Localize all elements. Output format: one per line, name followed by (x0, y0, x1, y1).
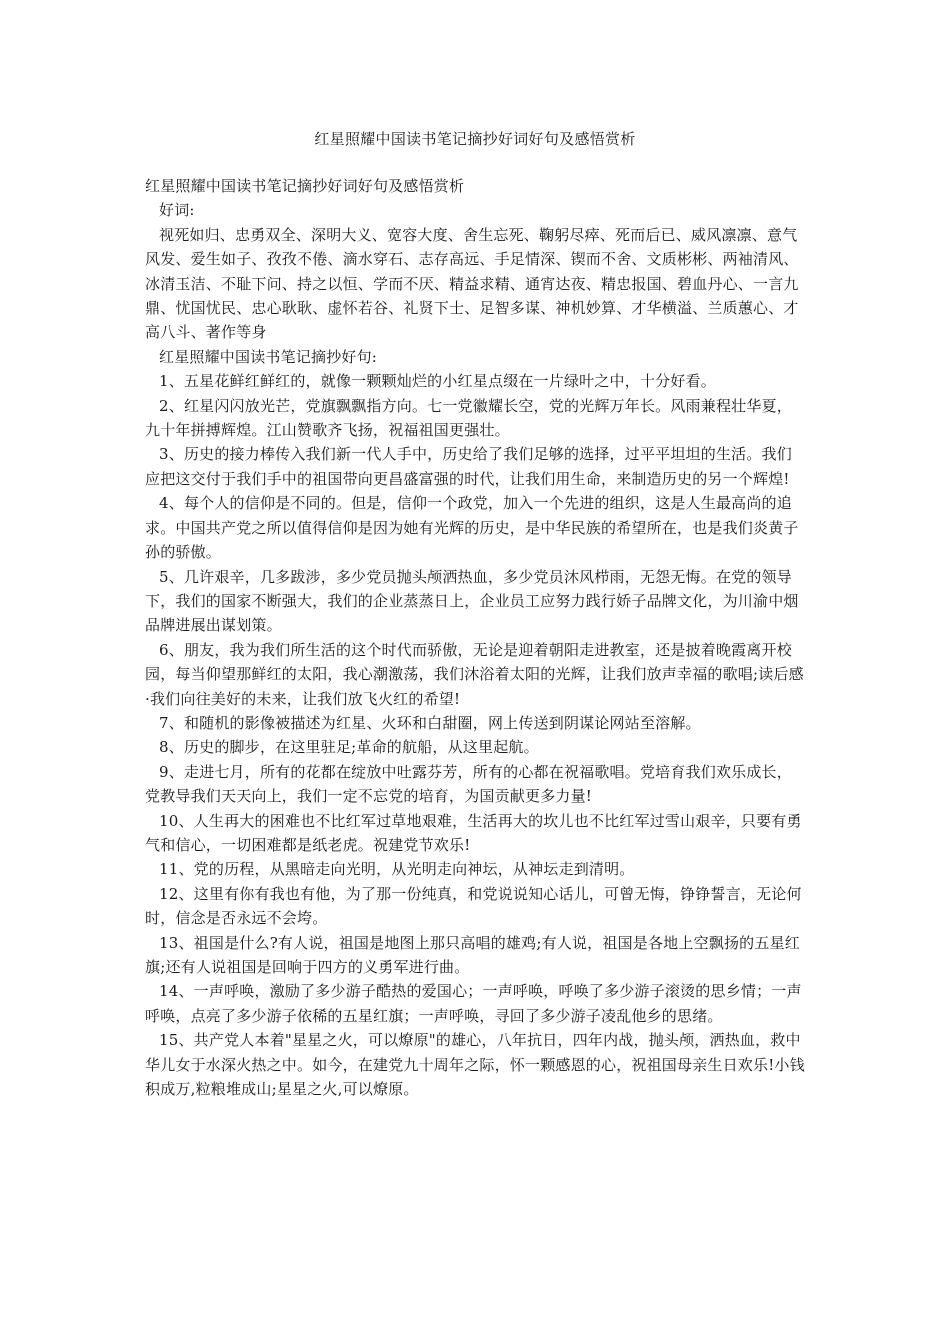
sentence-item: 10、人生再大的困难也不比红军过草地艰难，生活再大的坎儿也不比红军过雪山艰辛，只要有勇气和信心，一切困难都是纸老虎。祝建党节欢乐! (145, 811, 802, 854)
document-heading: 红星照耀中国读书笔记摘抄好词好句及感悟赏析 (145, 177, 465, 195)
document-title: 红星照耀中国读书笔记摘抄好词好句及感悟赏析 (314, 130, 636, 148)
sentence-item: 3、历史的接力棒传入我们新一代人手中，历史给了我们足够的选择，过平平坦坦的生活。我们应把这交付于我们手中的祖国带向更昌盛富强的时代，让我们用生命，来制造历史的另一个辉煌! (145, 445, 792, 488)
words-label: 好词: (159, 201, 195, 220)
sentence-item: 6、朋友，我为我们所生活的这个时代而骄傲，无论是迎着朝阳走进教室，还是披着晚霞离开校园，每当仰望那鲜红的太阳，我心潮激荡，我们沐浴着太阳的光辉，让我们放声幸福的歌唱;读后感·我们向往美好的未来，让我们放飞火红的希望! (145, 640, 804, 708)
sentence-item: 12、这里有你有我也有他，为了那一份纯真，和党说说知心话儿，可曾无悔，铮铮誓言，无论何时，信念是否永远不会垮。 (145, 884, 802, 928)
sentence-item: 5、几许艰辛，几多跋涉，多少党员抛头颅洒热血，多少党员沐风栉雨，无怨无悔。在党的领导下，我们的国家不断强大，我们的企业蒸蒸日上，企业员工应努力践行娇子品牌文化，为川渝中烟品牌进展出谋划策。 (145, 567, 799, 635)
sentence-item: 7、和随机的影像被描述为红星、火环和白甜圈，网上传送到阴谋论网站至溶解。 (159, 713, 701, 732)
document-body (145, 174, 807, 1101)
sentence-item: 8、历史的脚步，在这里驻足;革命的航船，从这里起航。 (159, 738, 539, 757)
sentence-item: 11、党的历程，从黑暗走向光明，从光明走向神坛，从神坛走到清明。 (159, 860, 635, 879)
sentence-item: 2、红星闪闪放光芒，党旗飘飘指方向。七一党徽耀长空，党的光辉万年长。风雨兼程壮华夏，九十年拼搏辉煌。江山赞歌齐飞扬，祝福祖国更强壮。 (145, 396, 792, 440)
sentence-item: 9、走进七月，所有的花都在绽放中吐露芬芳，所有的心都在祝福歌唱。党培育我们欢乐成长，党教导我们天天向上，我们一定不忘党的培育，为国贡献更多力量! (145, 762, 792, 806)
sentence-item: 15、共产党人本着"星星之火，可以燎原"的雄心，八年抗日，四年内战，抛头颅，洒热血，救中华儿女于水深火热之中。如今，在建党九十周年之际，怀一颗感恩的心，祝祖国母亲生日欢乐!小钱积成万,粒粮堆成山;星星之火,可以燎原。 (145, 1031, 805, 1099)
words-paragraph: 视死如归、忠勇双全、深明大义、宽容大度、舍生忘死、鞠躬尽瘁、死而后已、威风凛凛、意气风发、爱生如子、孜孜不倦、滴水穿石、志存高远、手足情深、锲而不舍、文质彬彬、两袖清风、冰清玉洁、不耻下问、持之以恒、学而不厌、精益求精、通宵达夜、精忠报国、碧血丹心、一言九鼎、忧国忧民、忠心耿耿、虚怀若谷、礼贤下士、足智多谋、神机妙算、才华横溢、兰质蕙心、才高八斗、著作等身 (145, 225, 799, 342)
sentences-label: 红星照耀中国读书笔记摘抄好句: (159, 347, 378, 366)
sentence-item: 4、每个人的信仰是不同的。但是，信仰一个政党，加入一个先进的组织，这是人生最高尚的追求。中国共产党之所以值得信仰是因为她有光辉的历史，是中华民族的希望所在，也是我们炎黄子孙的骄傲。 (145, 494, 799, 562)
sentence-item: 14、一声呼唤，激励了多少游子酷热的爱国心；一声呼唤，呼唤了多少游子滚烫的思乡情；一声呼唤，点亮了多少游子依稀的五星红旗；一声呼唤，寻回了多少游子凌乱他乡的思绪。 (145, 982, 802, 1025)
sentence-item: 13、祖国是什么?有人说，祖国是地图上那只高唱的雄鸡;有人说，祖国是各地上空飘扬的五星红旗;还有人说祖国是回响于四方的义勇军进行曲。 (145, 933, 800, 976)
sentence-item: 1、五星花鲜红鲜红的，就像一颗颗灿烂的小红星点缀在一片绿叶之中，十分好看。 (159, 372, 716, 391)
